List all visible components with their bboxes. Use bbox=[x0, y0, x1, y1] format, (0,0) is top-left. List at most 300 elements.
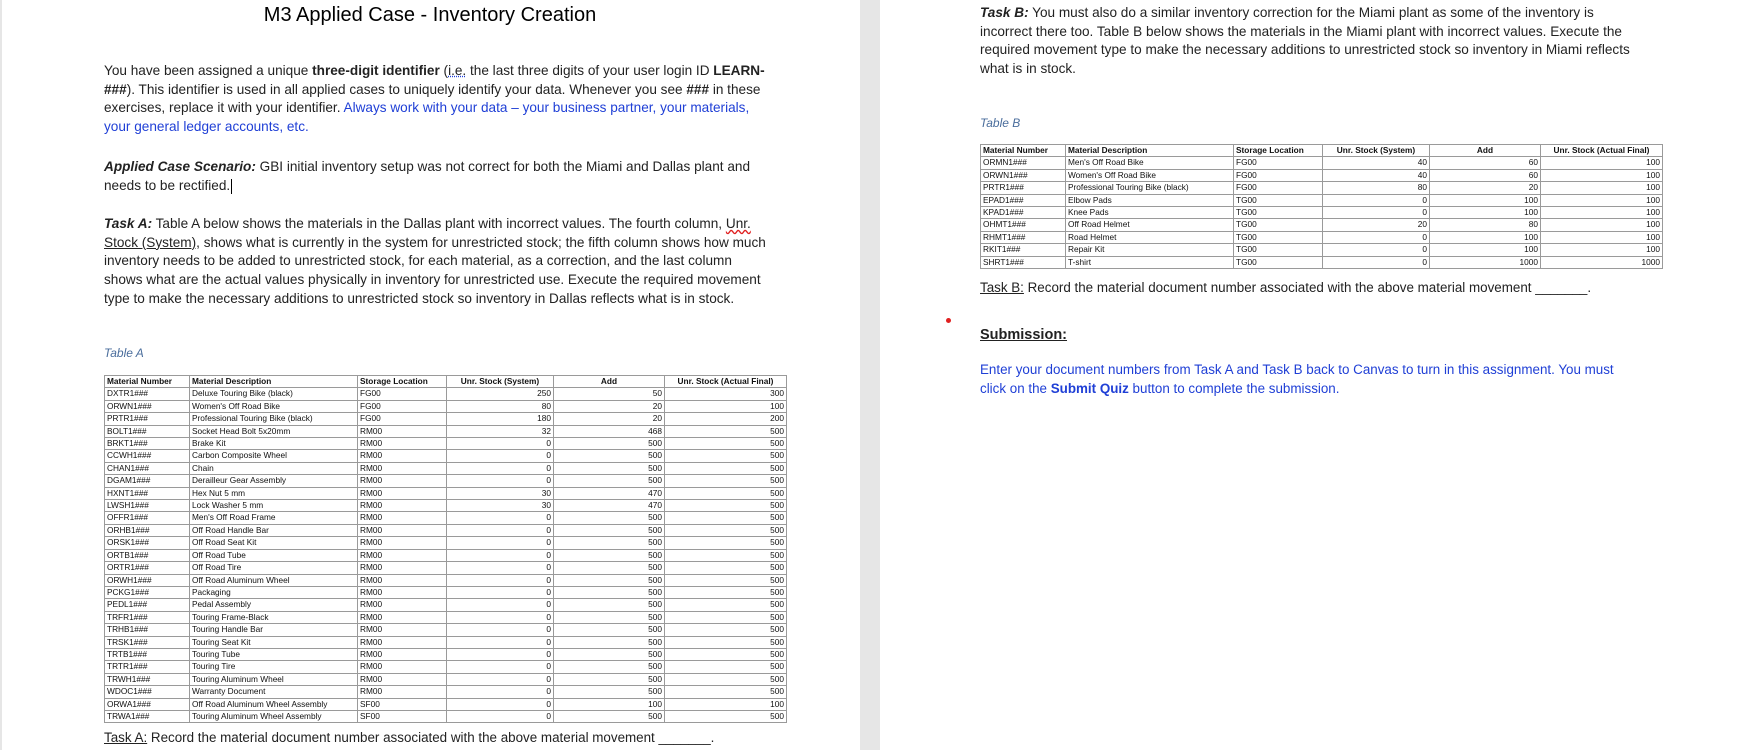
table-a-cell: 500 bbox=[665, 648, 787, 660]
table-a-cell: 500 bbox=[665, 562, 787, 574]
table-a-cell: 500 bbox=[554, 562, 665, 574]
table-a-cell: Off Road Aluminum Wheel Assembly bbox=[190, 698, 358, 710]
table-a-cell: 500 bbox=[665, 599, 787, 611]
scenario-label: Applied Case Scenario: bbox=[104, 159, 256, 174]
table-a-cell: 0 bbox=[447, 462, 554, 474]
table-a-cell: 500 bbox=[665, 524, 787, 536]
table-a-cell: 500 bbox=[554, 512, 665, 524]
table-a-cell: 500 bbox=[554, 686, 665, 698]
table-b-cell: Women's Off Road Bike bbox=[1066, 169, 1234, 181]
table-a-cell: ORSK1### bbox=[105, 537, 190, 549]
table-a-row bbox=[105, 686, 787, 698]
table-a-cell: Off Road Handle Bar bbox=[190, 524, 358, 536]
table-b-cell: TG00 bbox=[1234, 256, 1323, 268]
table-b-cell: 100 bbox=[1430, 194, 1541, 206]
table-a-cell: Women's Off Road Bike bbox=[190, 400, 358, 412]
intro-bold-identifier: three-digit identifier bbox=[312, 63, 440, 78]
table-a-cell: FG00 bbox=[358, 413, 447, 425]
table-a-row bbox=[105, 537, 787, 549]
table-b-cell: Road Helmet bbox=[1066, 231, 1234, 243]
table-a-cell: 0 bbox=[447, 686, 554, 698]
table-a-cell: ORWA1### bbox=[105, 698, 190, 710]
table-a-cell: ORTB1### bbox=[105, 549, 190, 561]
table-a-cell: 500 bbox=[665, 487, 787, 499]
table-a-cell: 30 bbox=[447, 487, 554, 499]
table-b-cell: 0 bbox=[1323, 231, 1430, 243]
table-b-cell: FG00 bbox=[1234, 182, 1323, 194]
table-a-cell: 0 bbox=[447, 648, 554, 660]
table-a-cell: 0 bbox=[447, 537, 554, 549]
table-a-cell: ORWH1### bbox=[105, 574, 190, 586]
table-a-row bbox=[105, 413, 787, 425]
table-a-row bbox=[105, 648, 787, 660]
table-a-cell: 500 bbox=[665, 438, 787, 450]
table-a-cell: CHAN1### bbox=[105, 462, 190, 474]
table-a-cell: TRHB1### bbox=[105, 624, 190, 636]
table-b-cell: 100 bbox=[1541, 194, 1663, 206]
table-a-row bbox=[105, 574, 787, 586]
table-b-cell: SHRT1### bbox=[981, 256, 1066, 268]
table-a-cell: 468 bbox=[554, 425, 665, 437]
table-b-cell: 40 bbox=[1323, 169, 1430, 181]
table-a-row bbox=[105, 611, 787, 623]
table-a-cell: 500 bbox=[665, 673, 787, 685]
table-b-cell: 100 bbox=[1430, 231, 1541, 243]
table-a-cell: 500 bbox=[665, 500, 787, 512]
table-a-cell: 500 bbox=[554, 599, 665, 611]
table-a-cell: 20 bbox=[554, 400, 665, 412]
table-a-cell: 500 bbox=[665, 462, 787, 474]
table-a-cell: RM00 bbox=[358, 599, 447, 611]
table-a-cell: 500 bbox=[554, 574, 665, 586]
table-a-body bbox=[105, 388, 787, 723]
table-a-cell: Hex Nut 5 mm bbox=[190, 487, 358, 499]
table-b-header-row bbox=[981, 145, 1663, 157]
table-b-cell: 20 bbox=[1430, 182, 1541, 194]
intro-text: the last three digits of your user login ID bbox=[466, 63, 714, 78]
intro-text: ). This identifier is used in all applied cases to uniquely identify your data. Whenever you see bbox=[126, 81, 687, 97]
table-a-cell: BRKT1### bbox=[105, 438, 190, 450]
task-a-paragraph bbox=[104, 215, 769, 309]
table-a-cell: 500 bbox=[554, 636, 665, 648]
table-a-cell: SF00 bbox=[358, 698, 447, 710]
table-a-cell: 80 bbox=[447, 400, 554, 412]
task-a-label: Task A: bbox=[104, 216, 153, 231]
table-b-header-cell: Unr. Stock (System) bbox=[1323, 145, 1430, 157]
table-a-cell: 0 bbox=[447, 450, 554, 462]
table-a-cell: DXTR1### bbox=[105, 388, 190, 400]
table-a-cell: 500 bbox=[665, 636, 787, 648]
table-a-cell: RM00 bbox=[358, 450, 447, 462]
table-a-cell: Touring Tire bbox=[190, 661, 358, 673]
table-a-cell: Off Road Seat Kit bbox=[190, 537, 358, 549]
table-a-cell: 100 bbox=[665, 698, 787, 710]
task-a-record-blank[interactable]: _______ bbox=[658, 730, 711, 745]
table-b-cell: Repair Kit bbox=[1066, 244, 1234, 256]
table-a-cell: 500 bbox=[554, 710, 665, 722]
table-b-cell: 100 bbox=[1430, 207, 1541, 219]
table-a-cell: Pedal Assembly bbox=[190, 599, 358, 611]
table-b-row bbox=[981, 207, 1663, 219]
table-a-cell: Derailleur Gear Assembly bbox=[190, 475, 358, 487]
table-a-cell: RM00 bbox=[358, 524, 447, 536]
table-a-cell: 0 bbox=[447, 475, 554, 487]
intro-paragraph bbox=[104, 62, 769, 137]
table-b-caption: Table B bbox=[980, 116, 1021, 130]
table-b-body bbox=[981, 157, 1663, 269]
table-a-cell: ORWN1### bbox=[105, 400, 190, 412]
table-a-cell: 500 bbox=[665, 574, 787, 586]
table-b-cell: PRTR1### bbox=[981, 182, 1066, 194]
table-a-cell: RM00 bbox=[358, 636, 447, 648]
table-a-cell: 500 bbox=[554, 661, 665, 673]
table-a-cell: Lock Washer 5 mm bbox=[190, 500, 358, 512]
table-a-cell: 0 bbox=[447, 586, 554, 598]
page-title: M3 Applied Case - Inventory Creation bbox=[263, 4, 597, 26]
table-a-cell: 500 bbox=[554, 624, 665, 636]
task-b-record-end: . bbox=[1587, 280, 1592, 295]
table-a-row bbox=[105, 710, 787, 722]
table-b-header-cell: Storage Location bbox=[1234, 145, 1323, 157]
table-a-row bbox=[105, 599, 787, 611]
table-a-cell: 0 bbox=[447, 611, 554, 623]
table-b-row bbox=[981, 182, 1663, 194]
table-b-cell: 1000 bbox=[1430, 256, 1541, 268]
table-b-cell: RKIT1### bbox=[981, 244, 1066, 256]
table-a-row bbox=[105, 500, 787, 512]
table-b-cell: TG00 bbox=[1234, 244, 1323, 256]
table-a-cell: PCKG1### bbox=[105, 586, 190, 598]
table-a-cell: LWSH1### bbox=[105, 500, 190, 512]
table-b-cell: 100 bbox=[1430, 244, 1541, 256]
table-b-header-cell: Add bbox=[1430, 145, 1541, 157]
table-a-cell: 0 bbox=[447, 661, 554, 673]
table-b-cell: 1000 bbox=[1541, 256, 1663, 268]
table-a-row bbox=[105, 512, 787, 524]
table-a-cell: 0 bbox=[447, 524, 554, 536]
task-a-record-end: . bbox=[710, 730, 715, 745]
table-b-cell: ORMN1### bbox=[981, 157, 1066, 169]
table-b-row bbox=[981, 219, 1663, 231]
text-cursor bbox=[231, 179, 232, 194]
margin-marker-dot bbox=[946, 318, 951, 323]
table-a-cell: 20 bbox=[554, 413, 665, 425]
table-b-cell: 60 bbox=[1430, 157, 1541, 169]
table-a-row bbox=[105, 624, 787, 636]
task-b-text: You must also do a similar inventory correction for the Miami plant as some of the inventory is incorrect there too. Table B below shows the materials in the Miami plant with incorrect values. Execute the required movement type to make the necessary additions to unrestricted stock so inventory in Miami reflects what is in stock. bbox=[980, 5, 1630, 77]
table-a-cell: 500 bbox=[554, 537, 665, 549]
table-a-cell: 500 bbox=[665, 686, 787, 698]
table-a-cell: RM00 bbox=[358, 673, 447, 685]
table-a-cell: Warranty Document bbox=[190, 686, 358, 698]
table-a-row bbox=[105, 425, 787, 437]
table-b-cell: 100 bbox=[1541, 157, 1663, 169]
task-a-text: shows what is currently in the system for unrestricted stock; the fifth column shows how much inventory needs to be added to unrestricted stock, for each material, as a correction, and the last column shows what are the actual values physically in inventory for unrestricted use. Execute the required movement type to make the necessary additions to unrestricted stock so inventory in Dallas reflects what is in stock. bbox=[104, 234, 766, 306]
page-gutter bbox=[860, 0, 880, 750]
table-b-cell: Men's Off Road Bike bbox=[1066, 157, 1234, 169]
table-a-cell: TRTB1### bbox=[105, 648, 190, 660]
table-a-cell: 50 bbox=[554, 388, 665, 400]
intro-text: You have been assigned a unique bbox=[104, 63, 313, 78]
table-a-cell: 500 bbox=[554, 648, 665, 660]
table-b-header-cell: Unr. Stock (Actual Final) bbox=[1541, 145, 1663, 157]
table-a-cell: 30 bbox=[447, 500, 554, 512]
table-a-cell: SF00 bbox=[358, 710, 447, 722]
table-a-header-cell: Unr. Stock (Actual Final) bbox=[665, 376, 787, 388]
task-b-label: Task B: bbox=[980, 5, 1029, 20]
table-b-cell: 0 bbox=[1323, 194, 1430, 206]
table-a-caption: Table A bbox=[104, 346, 144, 360]
table-b-cell: Knee Pads bbox=[1066, 207, 1234, 219]
table-a-header-cell: Unr. Stock (System) bbox=[447, 376, 554, 388]
task-a-unr: Unr. bbox=[725, 216, 751, 231]
table-a-cell: Off Road Tire bbox=[190, 562, 358, 574]
table-b-cell: ORWN1### bbox=[981, 169, 1066, 181]
intro-bold-hash: ### bbox=[686, 81, 710, 97]
table-a-cell: TRTR1### bbox=[105, 661, 190, 673]
table-b bbox=[980, 144, 1663, 269]
table-a-cell: 0 bbox=[447, 698, 554, 710]
task-b-record-label: Task B: bbox=[980, 280, 1024, 295]
table-a-cell: ORHB1### bbox=[105, 524, 190, 536]
table-a-cell: Deluxe Touring Bike (black) bbox=[190, 388, 358, 400]
submission-heading: Submission: bbox=[980, 327, 1068, 343]
table-a-header-cell: Material Description bbox=[190, 376, 358, 388]
table-a-header-cell: Material Number bbox=[105, 376, 190, 388]
table-b-cell: 40 bbox=[1323, 157, 1430, 169]
table-a-cell: 500 bbox=[554, 450, 665, 462]
table-b-cell: Professional Touring Bike (black) bbox=[1066, 182, 1234, 194]
table-a-cell: FG00 bbox=[358, 388, 447, 400]
table-b-cell: RHMT1### bbox=[981, 231, 1066, 243]
table-a-row bbox=[105, 562, 787, 574]
table-a-cell: RM00 bbox=[358, 500, 447, 512]
table-b-row bbox=[981, 231, 1663, 243]
table-b-cell: 100 bbox=[1541, 219, 1663, 231]
table-a-cell: 0 bbox=[447, 438, 554, 450]
table-a-cell: RM00 bbox=[358, 574, 447, 586]
table-a-row bbox=[105, 450, 787, 462]
table-a-cell: Chain bbox=[190, 462, 358, 474]
table-b-cell: 100 bbox=[1541, 182, 1663, 194]
task-b-record-text: Record the material document number associated with the above material movement bbox=[1023, 280, 1536, 295]
table-a-cell: Touring Seat Kit bbox=[190, 636, 358, 648]
table-b-cell: OHMT1### bbox=[981, 219, 1066, 231]
table-a-row bbox=[105, 549, 787, 561]
table-a-row bbox=[105, 636, 787, 648]
intro-ie: i.e. bbox=[448, 63, 467, 78]
table-b-cell: TG00 bbox=[1234, 231, 1323, 243]
table-a-cell: 500 bbox=[665, 624, 787, 636]
table-a-cell: 500 bbox=[554, 462, 665, 474]
table-a-cell: 500 bbox=[554, 438, 665, 450]
table-a-cell: 0 bbox=[447, 673, 554, 685]
table-a-cell: RM00 bbox=[358, 537, 447, 549]
task-a-text: Table A below shows the materials in the Dallas plant with incorrect values. The fourth column, bbox=[152, 216, 726, 231]
table-a-cell: RM00 bbox=[358, 425, 447, 437]
table-a-cell: Men's Off Road Frame bbox=[190, 512, 358, 524]
table-a-cell: 500 bbox=[665, 549, 787, 561]
submission-text: Enter your document numbers from Task A and Task B back to Canvas to turn in this assignment. You must click on the bbox=[980, 362, 1614, 396]
table-a-cell: RM00 bbox=[358, 487, 447, 499]
table-a-cell: Socket Head Bolt 5x20mm bbox=[190, 425, 358, 437]
table-a-cell: 0 bbox=[447, 512, 554, 524]
table-a-cell: TRFR1### bbox=[105, 611, 190, 623]
table-a-cell: 32 bbox=[447, 425, 554, 437]
table-b-cell: Off Road Helmet bbox=[1066, 219, 1234, 231]
table-a-cell: Professional Touring Bike (black) bbox=[190, 413, 358, 425]
table-b-cell: 0 bbox=[1323, 244, 1430, 256]
table-a-cell: Touring Handle Bar bbox=[190, 624, 358, 636]
table-a-row bbox=[105, 475, 787, 487]
table-a-cell: 180 bbox=[447, 413, 554, 425]
table-a-cell: 0 bbox=[447, 599, 554, 611]
table-a-cell: 500 bbox=[665, 450, 787, 462]
table-b-row bbox=[981, 256, 1663, 268]
submission-quiz-button-text: Submit Quiz bbox=[1050, 380, 1129, 396]
task-b-record bbox=[980, 279, 1640, 298]
table-a-cell: WDOC1### bbox=[105, 686, 190, 698]
table-a-header-row bbox=[105, 376, 787, 388]
table-a-cell: TRWA1### bbox=[105, 710, 190, 722]
task-b-paragraph bbox=[980, 4, 1630, 79]
table-b-cell: 100 bbox=[1541, 244, 1663, 256]
table-a-cell: 500 bbox=[554, 524, 665, 536]
table-a-cell: 470 bbox=[554, 487, 665, 499]
table-a-cell: 500 bbox=[665, 586, 787, 598]
table-a-cell: 500 bbox=[554, 549, 665, 561]
table-a-cell: 0 bbox=[447, 574, 554, 586]
table-a-cell: 500 bbox=[554, 586, 665, 598]
task-a-record bbox=[104, 729, 769, 748]
table-a-cell: FG00 bbox=[358, 400, 447, 412]
table-a bbox=[104, 375, 787, 723]
table-a-cell: 500 bbox=[665, 537, 787, 549]
table-b-cell: TG00 bbox=[1234, 219, 1323, 231]
table-b-cell: 20 bbox=[1323, 219, 1430, 231]
table-a-cell: CCWH1### bbox=[105, 450, 190, 462]
task-a-record-label: Task A: bbox=[104, 730, 148, 745]
table-b-cell: 100 bbox=[1541, 169, 1663, 181]
table-b-cell: 80 bbox=[1323, 182, 1430, 194]
table-a-row bbox=[105, 661, 787, 673]
table-a-cell: Touring Aluminum Wheel bbox=[190, 673, 358, 685]
table-a-cell: RM00 bbox=[358, 586, 447, 598]
table-b-row bbox=[981, 194, 1663, 206]
table-b-cell: KPAD1### bbox=[981, 207, 1066, 219]
intro-blue-note: Always work with your data – your business partner, your materials, your general ledger accounts, etc. bbox=[104, 100, 750, 135]
table-a-cell: 500 bbox=[554, 673, 665, 685]
intro-bold-login: LEARN-### bbox=[104, 63, 765, 97]
table-b-header-cell: Material Number bbox=[981, 145, 1066, 157]
table-a-cell: 0 bbox=[447, 636, 554, 648]
intro-text: ( bbox=[439, 63, 449, 78]
table-a-cell: TRSK1### bbox=[105, 636, 190, 648]
task-b-record-blank[interactable]: _______ bbox=[1535, 280, 1588, 295]
table-b-cell: EPAD1### bbox=[981, 194, 1066, 206]
table-a-cell: OFFR1### bbox=[105, 512, 190, 524]
table-a-cell: RM00 bbox=[358, 661, 447, 673]
table-a-cell: Off Road Aluminum Wheel bbox=[190, 574, 358, 586]
table-b-cell: FG00 bbox=[1234, 157, 1323, 169]
table-b-row bbox=[981, 169, 1663, 181]
table-b-cell: 80 bbox=[1430, 219, 1541, 231]
table-a-cell: 0 bbox=[447, 549, 554, 561]
table-a-cell: PEDL1### bbox=[105, 599, 190, 611]
table-a-cell: ORTR1### bbox=[105, 562, 190, 574]
table-a-header-cell: Storage Location bbox=[358, 376, 447, 388]
table-b-cell: 60 bbox=[1430, 169, 1541, 181]
table-a-cell: Off Road Tube bbox=[190, 549, 358, 561]
table-a-row bbox=[105, 438, 787, 450]
table-b-cell: 0 bbox=[1323, 207, 1430, 219]
table-a-cell: 500 bbox=[665, 475, 787, 487]
table-b-header-cell: Material Description bbox=[1066, 145, 1234, 157]
table-a-cell: RM00 bbox=[358, 512, 447, 524]
table-a-cell: RM00 bbox=[358, 686, 447, 698]
table-a-cell: RM00 bbox=[358, 475, 447, 487]
table-a-row bbox=[105, 586, 787, 598]
table-a-row bbox=[105, 698, 787, 710]
table-b-cell: TG00 bbox=[1234, 194, 1323, 206]
table-a-cell: DGAM1### bbox=[105, 475, 190, 487]
task-a-record-text: Record the material document number associated with the above material movement bbox=[147, 730, 659, 745]
table-a-cell: RM00 bbox=[358, 648, 447, 660]
table-a-cell: RM00 bbox=[358, 549, 447, 561]
table-a-row bbox=[105, 388, 787, 400]
table-a-row bbox=[105, 487, 787, 499]
table-a-cell: 500 bbox=[665, 611, 787, 623]
table-a-cell: HXNT1### bbox=[105, 487, 190, 499]
table-a-row bbox=[105, 673, 787, 685]
table-a-row bbox=[105, 462, 787, 474]
table-a-cell: 250 bbox=[447, 388, 554, 400]
table-a-cell: Packaging bbox=[190, 586, 358, 598]
table-a-cell: RM00 bbox=[358, 462, 447, 474]
table-a-cell: 500 bbox=[554, 611, 665, 623]
table-a-row bbox=[105, 400, 787, 412]
table-b-cell: TG00 bbox=[1234, 207, 1323, 219]
task-a-stock: Stock (System), bbox=[104, 234, 200, 250]
table-b-cell: Elbow Pads bbox=[1066, 194, 1234, 206]
table-a-cell: 500 bbox=[665, 661, 787, 673]
table-a-cell: 500 bbox=[554, 475, 665, 487]
table-b-cell: FG00 bbox=[1234, 169, 1323, 181]
table-a-cell: 0 bbox=[447, 624, 554, 636]
table-a-row bbox=[105, 524, 787, 536]
table-a-cell: 100 bbox=[665, 400, 787, 412]
table-a-cell: 100 bbox=[554, 698, 665, 710]
table-a-cell: RM00 bbox=[358, 611, 447, 623]
table-b-row bbox=[981, 244, 1663, 256]
table-b-cell: T-shirt bbox=[1066, 256, 1234, 268]
table-a-header-cell: Add bbox=[554, 376, 665, 388]
submission-paragraph bbox=[980, 361, 1640, 398]
scenario-paragraph bbox=[104, 158, 769, 195]
intro-text: in these exercises, replace it with your identifier. bbox=[104, 81, 761, 116]
table-a-cell: 470 bbox=[554, 500, 665, 512]
table-a-cell: Touring Aluminum Wheel Assembly bbox=[190, 710, 358, 722]
table-a-cell: RM00 bbox=[358, 624, 447, 636]
table-b-cell: 0 bbox=[1323, 256, 1430, 268]
table-a-cell: 500 bbox=[665, 512, 787, 524]
table-a-cell: 500 bbox=[665, 710, 787, 722]
table-b-cell: 100 bbox=[1541, 231, 1663, 243]
table-a-cell: 200 bbox=[665, 413, 787, 425]
table-b-cell: 100 bbox=[1541, 207, 1663, 219]
table-a-cell: BOLT1### bbox=[105, 425, 190, 437]
table-a-cell: 0 bbox=[447, 710, 554, 722]
